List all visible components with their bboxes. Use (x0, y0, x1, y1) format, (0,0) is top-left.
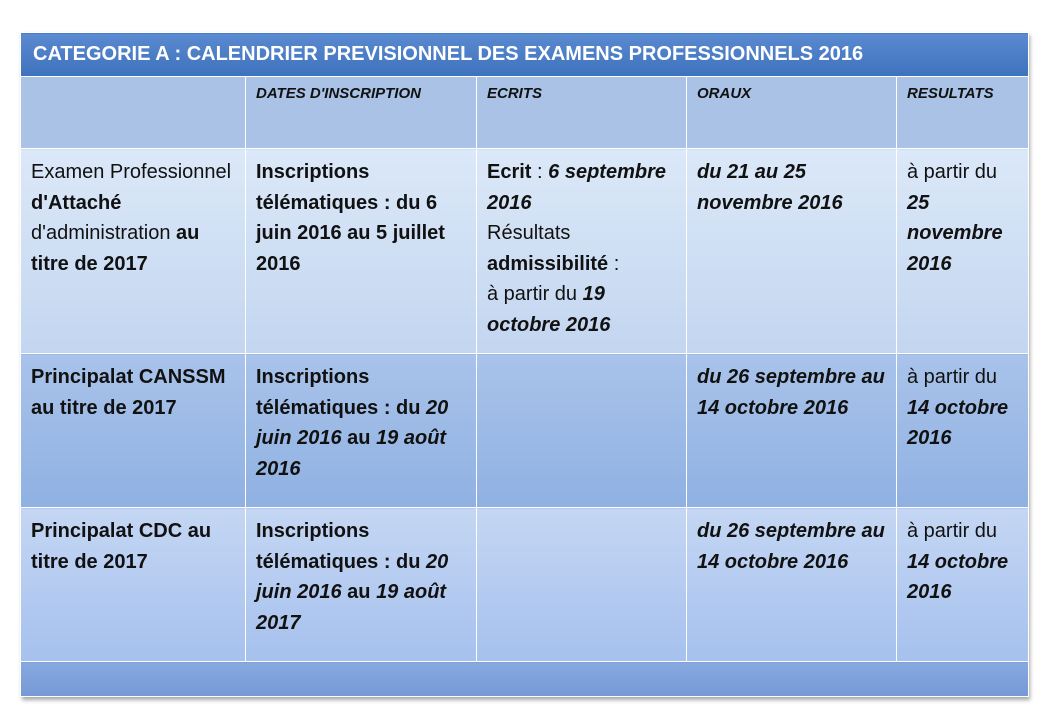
resultats-prefix: à partir du (907, 520, 998, 542)
resultats-cell (897, 508, 1029, 662)
table-row (21, 354, 1029, 508)
footer-band (21, 662, 1029, 697)
exam-calendar-table-frame (20, 32, 1028, 697)
exam-name-bold: d'Attaché (31, 191, 122, 214)
admissibilite-label: admissibilité (487, 252, 609, 275)
resultats-date: 14 octobre 2016 (907, 550, 1009, 603)
table-row (21, 149, 1029, 354)
exam-name-line: au titre de 2017 (31, 396, 177, 419)
header-resultats: RESULTATS (897, 77, 1029, 149)
ecrits-cell (477, 508, 687, 662)
header-empty (21, 77, 246, 149)
resultats-sep: : (608, 252, 620, 275)
ecrits-cell (477, 354, 687, 508)
exam-name-bold: au titre de 2017 (31, 222, 200, 275)
inscription-mid: au (341, 427, 377, 449)
inscription-prefix: Inscriptions télématiques : du (256, 520, 427, 573)
table-title: CATEGORIE A : CALENDRIER PREVISIONNEL DES EXAMENS PROFESSIONNELS 2016 (21, 33, 1029, 77)
resultats-prefix: à partir du (907, 366, 998, 388)
exam-calendar-table (20, 32, 1029, 697)
ecrit-label: Ecrit (487, 161, 532, 183)
resultats-date: 25 novembre 2016 (907, 191, 1003, 275)
inscription-date-end: 19 août 2016 (256, 427, 447, 480)
exam-name-text: Examen Professionnel (31, 161, 232, 183)
inscription-date-start: 20 juin 2016 (256, 396, 449, 449)
inscription-date-start: 20 juin 2016 (256, 550, 449, 603)
inscription-cell (246, 508, 477, 662)
oraux-cell: du 26 septembre au 14 octobre 2016 (687, 508, 897, 662)
title-row (21, 33, 1029, 77)
exam-name-cell (21, 149, 246, 354)
footer-row (21, 662, 1029, 697)
ecrits-cell (477, 149, 687, 354)
resultats-cell (897, 354, 1029, 508)
resultats-prefix: à partir du (907, 161, 998, 183)
header-oraux: ORAUX (687, 77, 897, 149)
ecrit-sep: : (531, 161, 549, 183)
inscription-cell (246, 354, 477, 508)
resultats-label: Résultats (487, 222, 571, 244)
resultats-from: à partir du (487, 283, 583, 305)
exam-name-line: Principalat CANSSM (31, 366, 226, 388)
header-dates-inscription: DATES D'INSCRIPTION (246, 77, 477, 149)
inscription-date-end: 19 août 2017 (256, 581, 447, 634)
resultats-date: 19 octobre 2016 (487, 283, 611, 336)
oraux-cell: du 26 septembre au 14 octobre 2016 (687, 354, 897, 508)
inscription-cell: Inscriptions télématiques : du 6 juin 2016 au 5 juillet 2016 (246, 149, 477, 354)
exam-name-text: d'administration (31, 222, 176, 244)
header-row (21, 77, 1029, 149)
ecrit-date: 6 septembre 2016 (487, 161, 666, 214)
exam-name-cell: Principalat CDC au titre de 2017 (21, 508, 246, 662)
inscription-mid: au (341, 581, 377, 603)
exam-name-cell (21, 354, 246, 508)
header-ecrits: ECRITS (477, 77, 687, 149)
oraux-cell: du 21 au 25 novembre 2016 (687, 149, 897, 354)
resultats-date: 14 octobre 2016 (907, 396, 1009, 449)
resultats-cell (897, 149, 1029, 354)
table-row (21, 508, 1029, 662)
inscription-prefix: Inscriptions télématiques : du (256, 366, 427, 419)
